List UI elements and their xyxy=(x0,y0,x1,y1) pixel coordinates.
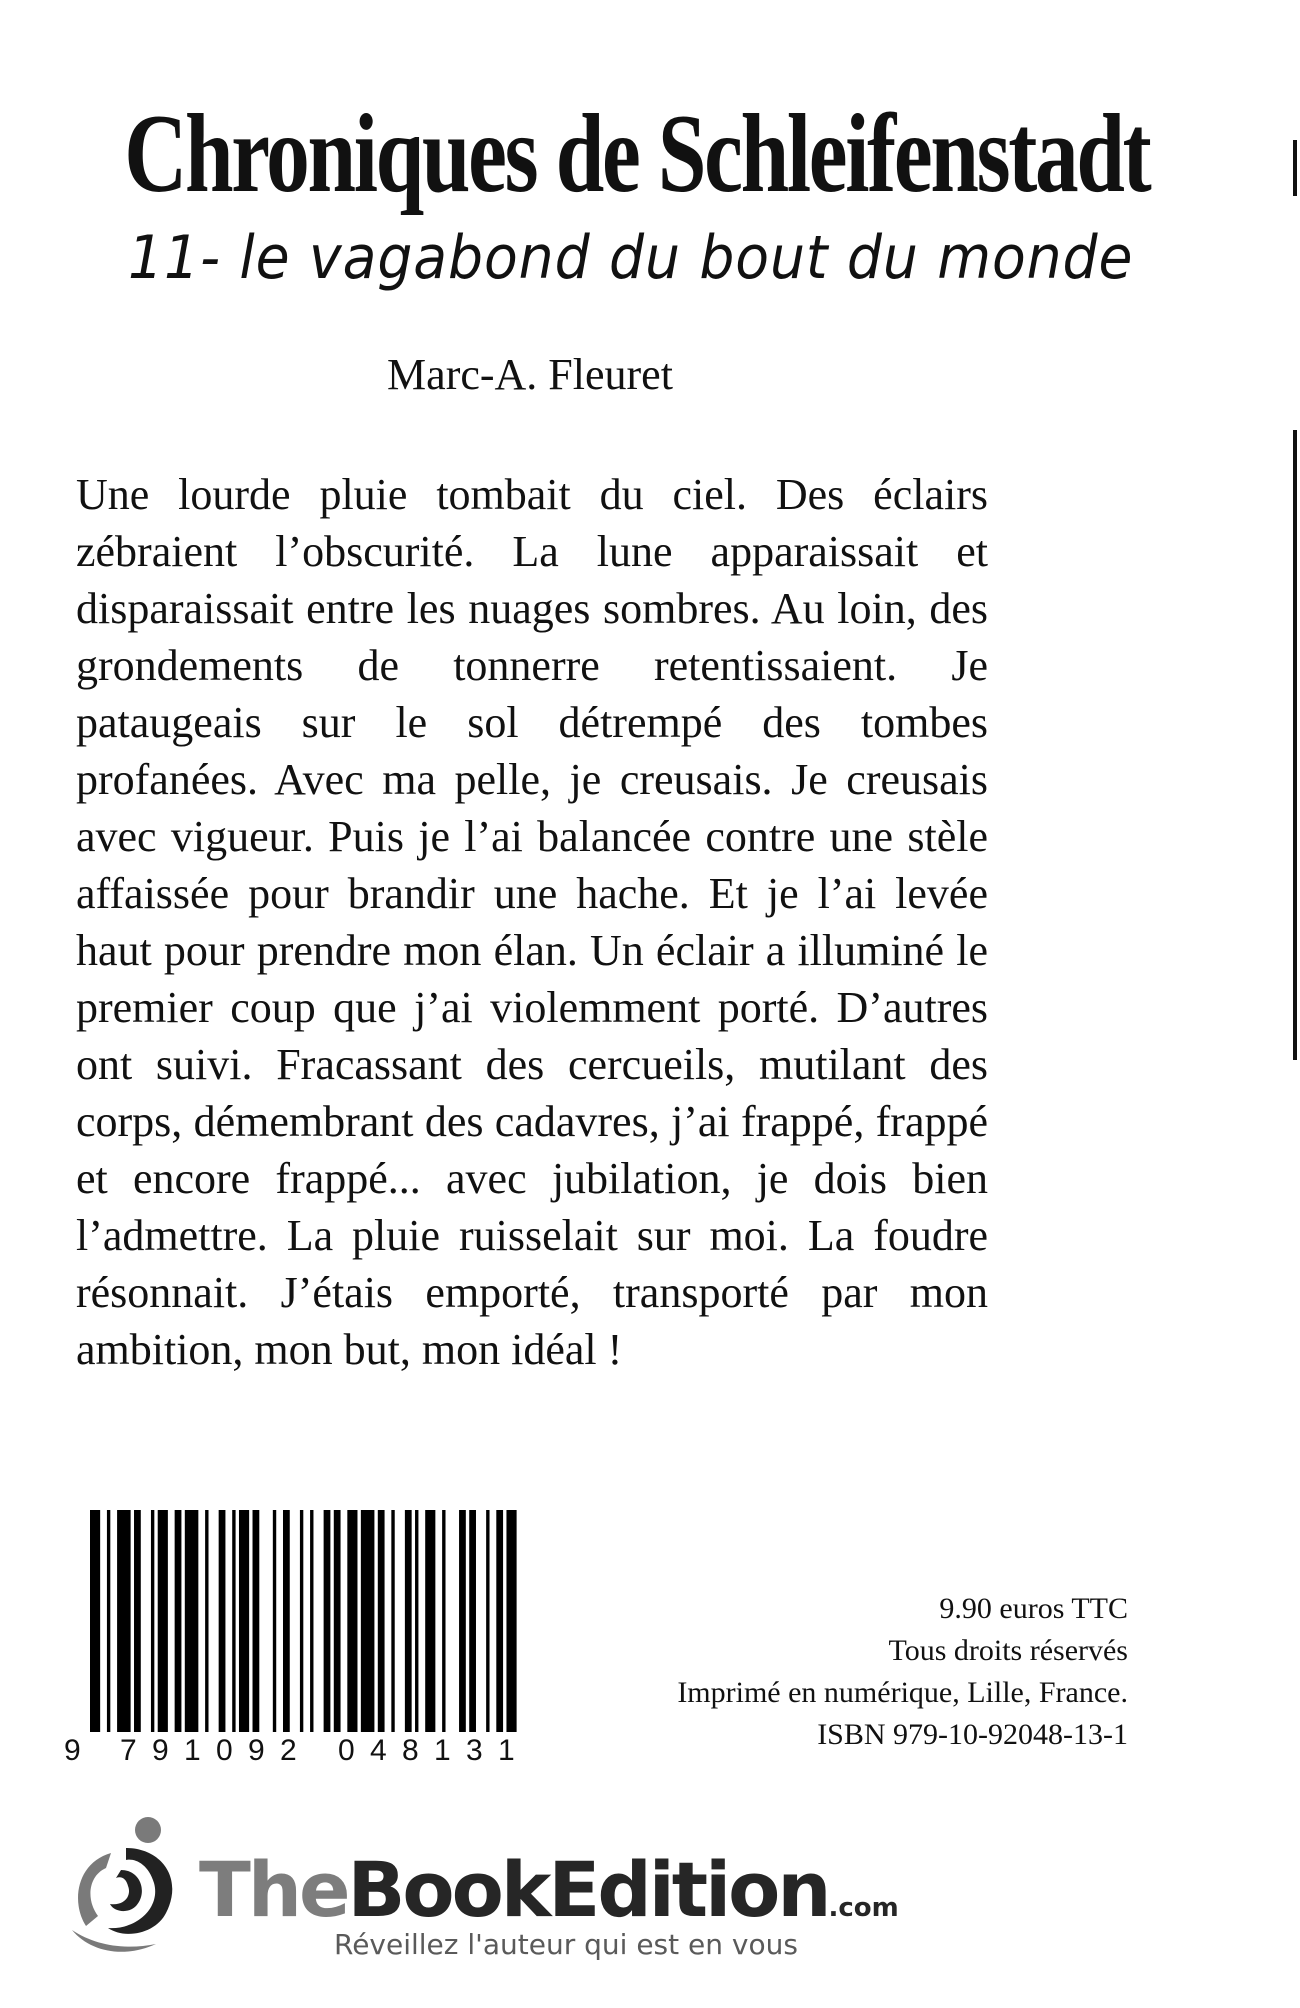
barcode-bar xyxy=(151,1510,154,1732)
book-title: Chroniques de Schleifenstadt xyxy=(124,92,1150,216)
isbn-barcode xyxy=(62,1510,542,1770)
barcode-digit: 9 xyxy=(152,1734,169,1767)
barcode-bar xyxy=(300,1510,303,1732)
barcode-bar xyxy=(117,1510,131,1732)
barcode-bar xyxy=(459,1510,466,1732)
publisher-tagline: Réveillez l'auteur qui est en vous xyxy=(334,1928,798,1961)
barcode-bar xyxy=(469,1510,476,1732)
barcode-bar xyxy=(283,1510,290,1732)
barcode-digit: 7 xyxy=(120,1734,137,1767)
barcode-digit: 2 xyxy=(280,1734,297,1767)
barcode-digits xyxy=(62,1734,542,1774)
book-subtitle: 11- le vagabond du bout du monde xyxy=(128,223,1134,293)
person-swirl-icon xyxy=(66,1808,191,1958)
barcode-bar xyxy=(134,1510,141,1732)
spine-edge-mark xyxy=(1293,430,1297,1060)
back-cover-blurb: Une lourde pluie tombait du ciel. Des éclairs zébraient l’obscurité. La lune apparaissait et disparaissait entre les nuages sombres. Au loin, des grondements de tonnerre retentissaient. Je pataugeais sur le sol détrempé des tombes profanées. Avec ma pelle, je creusais. Je creusais avec vigueur. Puis je l’ai balancée contre une stèle affaissée pour brandir une hache. Et je l’ai levée haut pour prendre mon élan. Un éclair a illuminé le premier coup que j’ai violemment porté. D’autres ont suivi. Fracassant des cercueils, mutilant des corps, démembrant des cadavres, j’ai frappé, frappé et encore frappé... avec jubilation, je dois bien l’admettre. La pluie ruisselait sur moi. La foudre résonnait. J’étais emporté, transporté par mon ambition, mon but, mon idéal ! xyxy=(76,470,988,1374)
spine-edge-mark xyxy=(1293,140,1297,196)
barcode-bar xyxy=(442,1510,445,1732)
barcode-digit: 3 xyxy=(466,1734,483,1767)
barcode-bar xyxy=(378,1510,385,1732)
barcode-digit: 1 xyxy=(434,1734,451,1767)
isbn-text: ISBN 979-10-92048-13-1 xyxy=(817,1718,1128,1751)
barcode-digit: 9 xyxy=(64,1734,81,1767)
barcode-bar xyxy=(506,1510,516,1732)
publisher-name-main: BookEdition xyxy=(347,1845,829,1934)
barcode-bar xyxy=(239,1510,249,1732)
publisher-name xyxy=(199,1845,899,1934)
barcode-bar xyxy=(185,1510,199,1732)
publisher-logo xyxy=(66,1808,899,1993)
barcode-bar xyxy=(405,1510,412,1732)
barcode-bar xyxy=(219,1510,226,1732)
barcode-bar xyxy=(334,1510,341,1732)
barcode-bar xyxy=(158,1510,168,1732)
barcode-bar xyxy=(425,1510,435,1732)
barcode-bar xyxy=(175,1510,182,1732)
barcode-digit: 0 xyxy=(338,1734,355,1767)
publisher-dotcom: .com xyxy=(828,1893,899,1923)
barcode-digit: 4 xyxy=(370,1734,387,1767)
print-location: Imprimé en numérique, Lille, France. xyxy=(677,1676,1128,1709)
rights-notice: Tous droits réservés xyxy=(888,1634,1128,1667)
barcode-bar xyxy=(391,1510,394,1732)
barcode-bars xyxy=(90,1510,520,1732)
barcode-bar xyxy=(90,1510,100,1732)
barcode-bar xyxy=(486,1510,489,1732)
publisher-name-the: The xyxy=(199,1845,348,1934)
barcode-bar xyxy=(273,1510,276,1732)
barcode-bar xyxy=(232,1510,235,1732)
barcode-digit: 1 xyxy=(498,1734,515,1767)
barcode-digit: 0 xyxy=(216,1734,233,1767)
barcode-bar xyxy=(107,1510,110,1732)
barcode-bar xyxy=(253,1510,260,1732)
price: 9.90 euros TTC xyxy=(939,1592,1128,1625)
barcode-bar xyxy=(361,1510,375,1732)
imprint-block xyxy=(560,1588,1128,1756)
barcode-digit: 8 xyxy=(402,1734,419,1767)
barcode-bar xyxy=(496,1510,503,1732)
barcode-digit: 1 xyxy=(184,1734,201,1767)
barcode-bar xyxy=(324,1510,331,1732)
barcode-bar xyxy=(347,1510,357,1732)
barcode-bar xyxy=(310,1510,313,1732)
barcode-bar xyxy=(205,1510,208,1732)
author-name: Marc-A. Fleuret xyxy=(387,350,673,399)
barcode-bar xyxy=(415,1510,418,1732)
barcode-digit: 9 xyxy=(248,1734,265,1767)
